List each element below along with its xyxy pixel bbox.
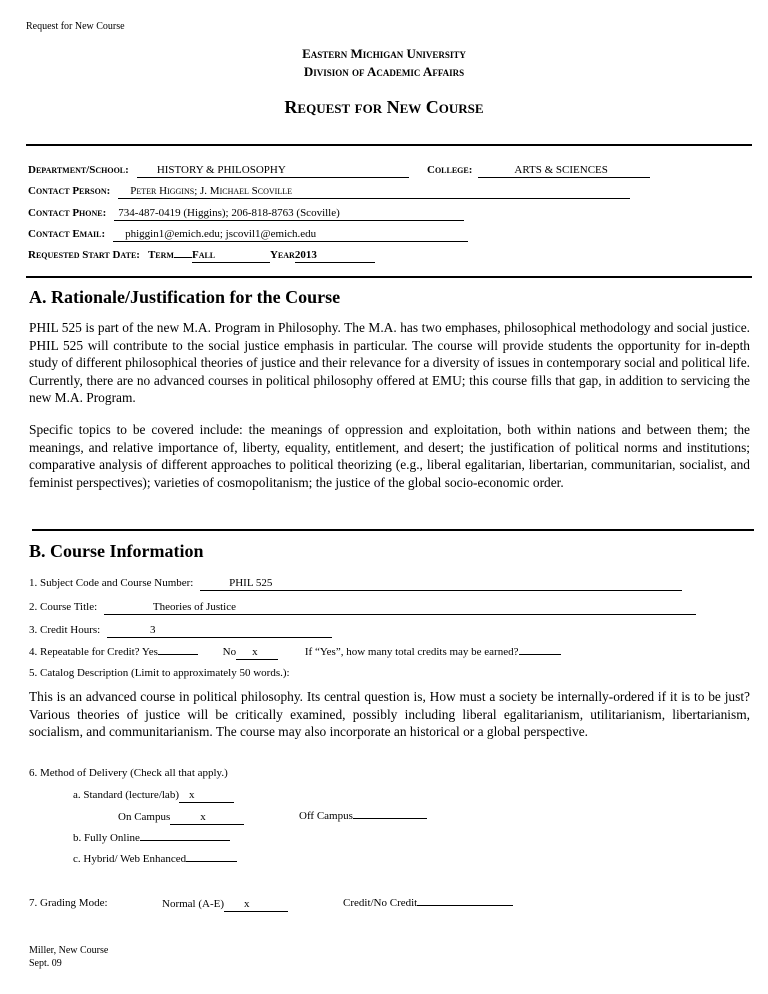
rationale-paragraph-1: PHIL 525 is part of the new M.A. Program in Philosophy. The M.A. has two emphases, philosophical methodology and social justice. PHIL 525 will contribute to the social justice emphasis in particular. The course will provide students the opportunity for in-depth study of different philosophical theories of justice and their relevance for a diversity of issues in contemporary social and political life. Currently, there are no advanced courses in political philosophy offered at EMU; this course fills that gap, in addition to servicing the new M.A. Program. (29, 320, 750, 405)
hybrid-label: c. Hybrid/ Web Enhanced (73, 853, 187, 865)
start-date-label: Requested Start Date: (28, 249, 140, 261)
item-7-label: 7. Grading Mode: (29, 897, 108, 909)
contact-phone-label: Contact Phone: (28, 207, 107, 219)
fully-online-label: b. Fully Online (73, 832, 140, 844)
contact-email-field[interactable]: phiggin1@emich.edu; jscovil1@emich.edu (113, 227, 468, 242)
section-a-rule (26, 276, 752, 278)
on-campus-field[interactable]: x (170, 810, 244, 825)
normal-grading-label: Normal (A-E) (162, 898, 225, 910)
start-date-row (28, 245, 375, 263)
off-campus-field[interactable] (353, 818, 427, 819)
hybrid-field[interactable] (186, 861, 237, 862)
repeatable-no-field[interactable]: x (236, 645, 278, 660)
year-field[interactable]: 2013 (295, 248, 375, 263)
credit-grading-row (343, 897, 513, 909)
rationale-paragraph-2: Specific topics to be covered include: the meanings of oppression and exploitation, both within nations and between them; the meanings, and relative importance of, liberty, equality, entitlement, and desert; the justification of political norms and institutions; comparative analysis of different approaches to political theorizing (e.g., liberal egalitarian, libertarian, communitarian, socialist, and feminist perspectives); varieties of cosmopolitanism; the justice of the global socio-economic order. (29, 422, 750, 490)
college-row (427, 160, 650, 178)
item-3-label: 3. Credit Hours: (29, 624, 101, 636)
credit-hours-field[interactable]: 3 (107, 623, 332, 638)
item-3-row (29, 623, 332, 638)
item-6b-row (73, 832, 230, 844)
department-label: Department/School: (28, 164, 129, 176)
year-label: Year (269, 249, 295, 261)
item-6c-row (73, 853, 237, 865)
contact-phone-row (28, 203, 464, 221)
off-campus-label: Off Campus (299, 810, 353, 822)
repeatable-no-label: No (222, 646, 237, 658)
item-1-label: 1. Subject Code and Course Number: (29, 577, 194, 589)
item-2-row (29, 600, 696, 615)
off-campus-row (299, 810, 427, 822)
contact-email-row (28, 224, 468, 242)
section-b-rule (32, 529, 754, 531)
standard-field[interactable]: x (179, 788, 234, 803)
item-1-row (29, 576, 682, 591)
item-4-label: 4. Repeatable for Credit? Yes (29, 646, 158, 658)
running-header: Request for New Course (26, 21, 125, 32)
catalog-description: This is an advanced course in political philosophy. Its central question is, How must a society be internally-ordered if it is to be just? Various theories of justice will be critically examined, possibly including liberal egalitarianism, utilitarianism, libertarianism, socialism, and communitarianism. The course may also incorporate an historical or a global perspective. (29, 689, 750, 739)
total-credits-question: If “Yes”, how many total credits may be earned? (304, 646, 519, 658)
repeatable-yes-blank[interactable] (158, 654, 198, 655)
normal-grading-field[interactable]: x (224, 897, 288, 912)
department-field[interactable]: HISTORY & PHILOSOPHY (137, 163, 409, 178)
footer-line-1: Miller, New Course (29, 945, 109, 956)
term-blank[interactable] (174, 257, 192, 258)
university-name: Eastern Michigan University (302, 46, 466, 61)
item-6a-row (73, 788, 234, 803)
on-campus-label: On Campus (118, 811, 171, 823)
normal-grading-row (162, 897, 288, 912)
college-label: College: (427, 164, 473, 176)
department-row (28, 160, 409, 178)
contact-email-label: Contact Email: (28, 228, 106, 240)
total-credits-blank[interactable] (519, 654, 561, 655)
credit-grading-field[interactable] (417, 905, 513, 906)
item-2-label: 2. Course Title: (29, 601, 98, 613)
college-field[interactable]: ARTS & SCIENCES (478, 163, 650, 178)
contact-phone-field[interactable]: 734-487-0419 (Higgins); 206-818-8763 (Scoville) (114, 206, 464, 221)
division-name: Division of Academic Affairs (303, 64, 465, 79)
course-number-field[interactable]: PHIL 525 (200, 576, 682, 591)
footer-line-2: Sept. 09 (29, 958, 62, 969)
top-rule (26, 144, 752, 146)
item-5-label: 5. Catalog Description (Limit to approximately 50 words.): (29, 667, 290, 679)
contact-person-label: Contact Person: (28, 185, 111, 197)
term-field[interactable]: Fall (192, 248, 270, 263)
section-b-heading: B. Course Information (29, 541, 204, 561)
credit-grading-label: Credit/No Credit (343, 897, 418, 909)
on-campus-row (118, 810, 244, 825)
item-4-row (29, 645, 561, 660)
contact-person-field[interactable]: Peter Higgins; J. Michael Scoville (118, 184, 630, 199)
form-title: Request for New Course (284, 97, 484, 117)
item-6-label: 6. Method of Delivery (Check all that apply.) (29, 767, 228, 779)
term-label: Term (147, 249, 174, 261)
section-a-heading: A. Rationale/Justification for the Course (29, 287, 341, 307)
course-title-field[interactable]: Theories of Justice (104, 600, 696, 615)
contact-person-row (28, 181, 630, 199)
fully-online-field[interactable] (140, 840, 230, 841)
standard-label: a. Standard (lecture/lab) (73, 789, 179, 801)
